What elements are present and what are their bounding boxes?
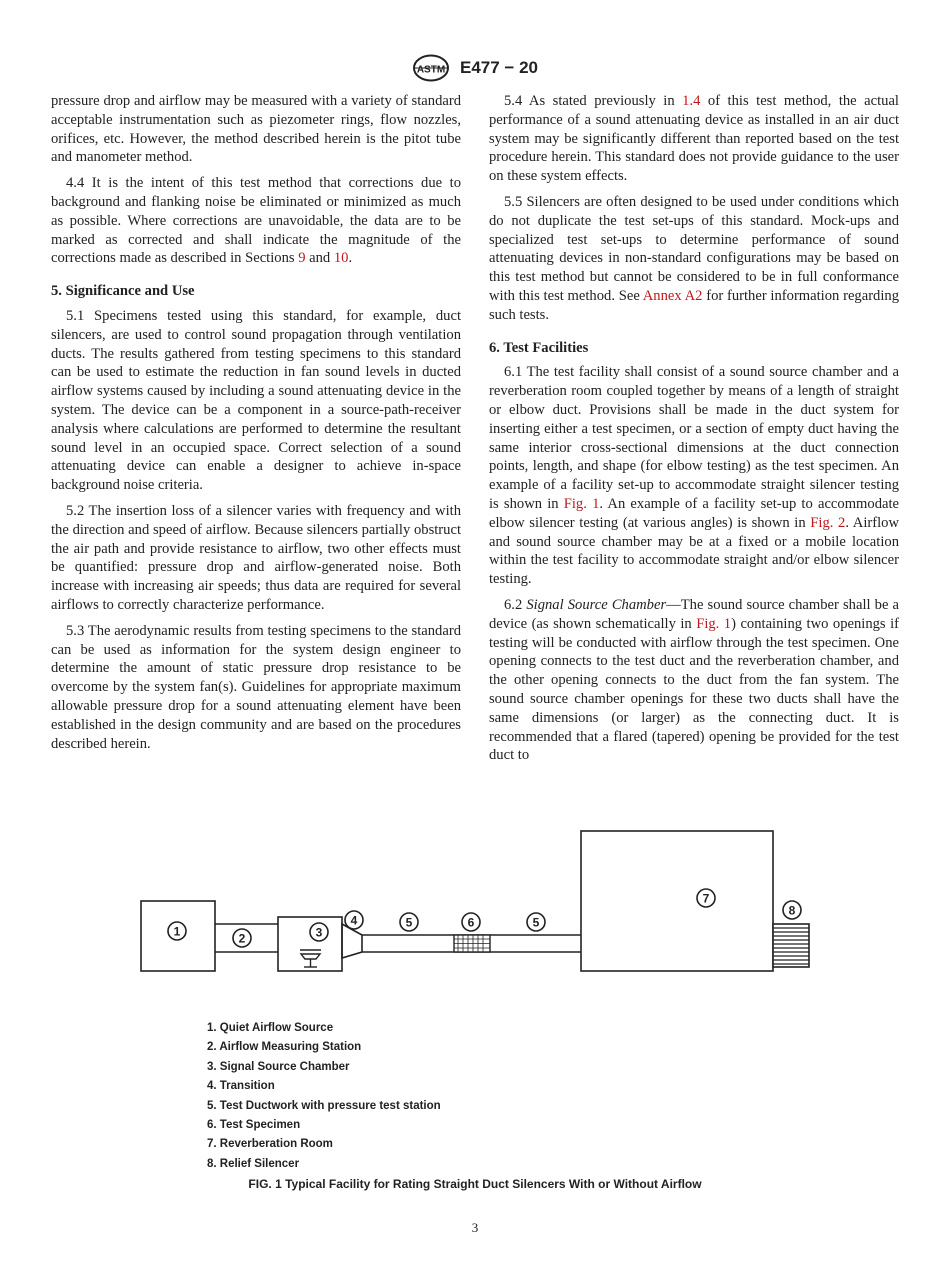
legend-item: 5. Test Ductwork with pressure test station bbox=[207, 1099, 441, 1112]
legend-item: 7. Reverberation Room bbox=[207, 1138, 333, 1151]
legend-item: 8. Relief Silencer bbox=[207, 1157, 300, 1170]
svg-text:5: 5 bbox=[532, 915, 540, 930]
section-1-4-link[interactable]: 1.4 bbox=[682, 93, 701, 109]
page-header bbox=[0, 54, 950, 82]
svg-text:7: 7 bbox=[702, 891, 710, 906]
svg-text:ASTM: ASTM bbox=[416, 64, 446, 76]
legend-item: 3. Signal Source Chamber bbox=[207, 1060, 350, 1073]
svg-text:8: 8 bbox=[788, 903, 796, 918]
section-9-link[interactable]: 9 bbox=[298, 250, 306, 267]
svg-text:1: 1 bbox=[173, 924, 181, 939]
paragraph-5-2: 5.2 The insertion loss of a silencer varies with frequency and with the direction and speed of airflow. Because silencers partially obstruct the air path and provide resistance to airflow, two other effects must be quantified: pressure drop and airflow-generated noise. Both increase with increasing air speeds; thus data are required for several airflows to correctly characterize performance. bbox=[51, 502, 461, 613]
svg-text:4: 4 bbox=[350, 913, 358, 928]
left-column bbox=[51, 92, 461, 760]
callout-5a bbox=[400, 913, 418, 931]
callout-7 bbox=[697, 889, 715, 907]
figure-caption: FIG. 1 Typical Facility for Rating Straight Duct Silencers With or Without Airflow bbox=[248, 1177, 702, 1191]
standard-designation: E477 − 20 bbox=[460, 58, 538, 77]
legend-item: 1. Quiet Airflow Source bbox=[207, 1022, 334, 1034]
svg-text:2: 2 bbox=[238, 931, 246, 946]
legend-item: 4. Transition bbox=[207, 1080, 275, 1093]
fig-1-link[interactable]: Fig. 1 bbox=[563, 495, 600, 512]
relief-silencer bbox=[773, 924, 809, 967]
callout-6 bbox=[462, 913, 480, 931]
paragraph-5-4: 5.4 As stated previously in 1.4 of this test method, the actual performance of a sound attenuating device as installed in an air duct system may be significantly different than reported based on the test procedure herein. This standard does not provide guidance to the user on these system effects. bbox=[489, 93, 899, 185]
legend-item: 6. Test Specimen bbox=[207, 1119, 301, 1132]
section-10-link[interactable]: 10 bbox=[333, 250, 349, 267]
heading-section-6: 6. Test Facilities bbox=[489, 339, 589, 356]
paragraph-continuation: pressure drop and airflow may be measured with a variety of standard acceptable instrumentation such as piezometer rings, flow nozzles, orifices, etc. However, the method described herein is the pitot tube and manometer method. bbox=[51, 93, 461, 166]
legend-item: 2. Airflow Measuring Station bbox=[207, 1041, 362, 1054]
callout-5b bbox=[527, 913, 545, 931]
paragraph-5-5: 5.5 Silencers are often designed to be used under conditions which do not duplicate the test set-ups of this standard. Mock-ups and specialized test set-ups to determine performance of sound attenuating devices in non-standard configurations may be based on this test method but cannot be considered to be in full conformance with this test method. See Annex A2 for further information regarding such tests. bbox=[489, 193, 899, 323]
callout-3 bbox=[310, 923, 328, 941]
test-specimen bbox=[454, 935, 490, 952]
paragraph-5-3: 5.3 The aerodynamic results from testing specimens to the standard can be used as information for the system design engineer to determine the amount of static pressure drop resistance to be overcome by the system fan(s). Guidelines for appropriate maximum allowable pressure drop for a sound attenuating element have been established in the design community and are based on the procedures described herein. bbox=[51, 622, 461, 752]
reverberation-room bbox=[581, 831, 773, 971]
svg-text:6: 6 bbox=[467, 915, 475, 930]
figure-1-diagram bbox=[138, 828, 818, 978]
heading-section-5: 5. Significance and Use bbox=[51, 283, 195, 300]
svg-text:5: 5 bbox=[405, 915, 413, 930]
figure-legend bbox=[207, 1019, 441, 1174]
svg-text:3: 3 bbox=[315, 925, 323, 940]
callout-8 bbox=[783, 901, 801, 919]
speaker-icon bbox=[300, 950, 321, 967]
fig-1-link-2: Fig. 1 bbox=[696, 615, 732, 632]
callout-4 bbox=[345, 911, 363, 929]
annex-a2-link[interactable]: Annex A2 bbox=[642, 287, 703, 304]
callout-1 bbox=[168, 922, 186, 940]
fig-2-link[interactable]: Fig. 2 bbox=[810, 514, 846, 531]
paragraph-6-1: 6.1 The test facility shall consist of a sound source chamber and a reverberation room coupled together by means of a length of straight or elbow duct. Provisions shall be made in the duct system for inserting either a test specimen, or a section of empty duct having the same interior cross-sectional dimensions at the duct connection points, length, and shape (for elbow testing) as the test specimen. An example of a facility set-up to accommodate straight silencer testing is shown in Fig. 1. An example of a facility set-up to accommodate elbow silencer testing (at various angles) is shown in Fig. 2. Airflow and sound source chamber may be at a fixed or a mobile location within the test facility to accommodate straight and/or elbow silencer testing. bbox=[489, 364, 900, 588]
page-number: 3 bbox=[471, 1220, 479, 1235]
callout-2 bbox=[233, 929, 251, 947]
astm-logo bbox=[412, 54, 450, 82]
paragraph-6-2: 6.2 Signal Source Chamber—The sound source chamber shall be a device (as shown schematically in Fig. 1) containing two openings if testing will be conducted with airflow through the test specimen. One opening connects to the test duct and the reverberation chamber, and the other opening connects to the duct from the fan system. The sound source chamber openings for these two ducts shall have the same dimensions (or larger) as the connecting duct. It is recommended that a flared (tapered) opening be provided for the test duct to bbox=[489, 596, 900, 764]
paragraph-4-4: 4.4 It is the intent of this test method that corrections due to background and flanking noise be eliminated or minimized as much as possible. Where corrections are unavoidable, the data are to be marked as corrected and shall indicate the magnitude of the corrections made as described in Sections 9 and 10. bbox=[51, 175, 461, 267]
right-column bbox=[489, 92, 899, 772]
paragraph-5-1: 5.1 Specimens tested using this standard, for example, duct silencers, are used to control sound propagation through ventilation ducts. The results gathered from testing specimens to this standard can be used to estimate the reduction in fan sound levels in ducted airflow systems caused by including a sound attenuating device in the system. The device can be a component in a source-path-receiver analysis where calculations are performed to determine the resultant sound level in an occupied space. Correct selection of a sound attenuating device can enable a designer to achieve in-space background noise criteria. bbox=[51, 307, 461, 494]
